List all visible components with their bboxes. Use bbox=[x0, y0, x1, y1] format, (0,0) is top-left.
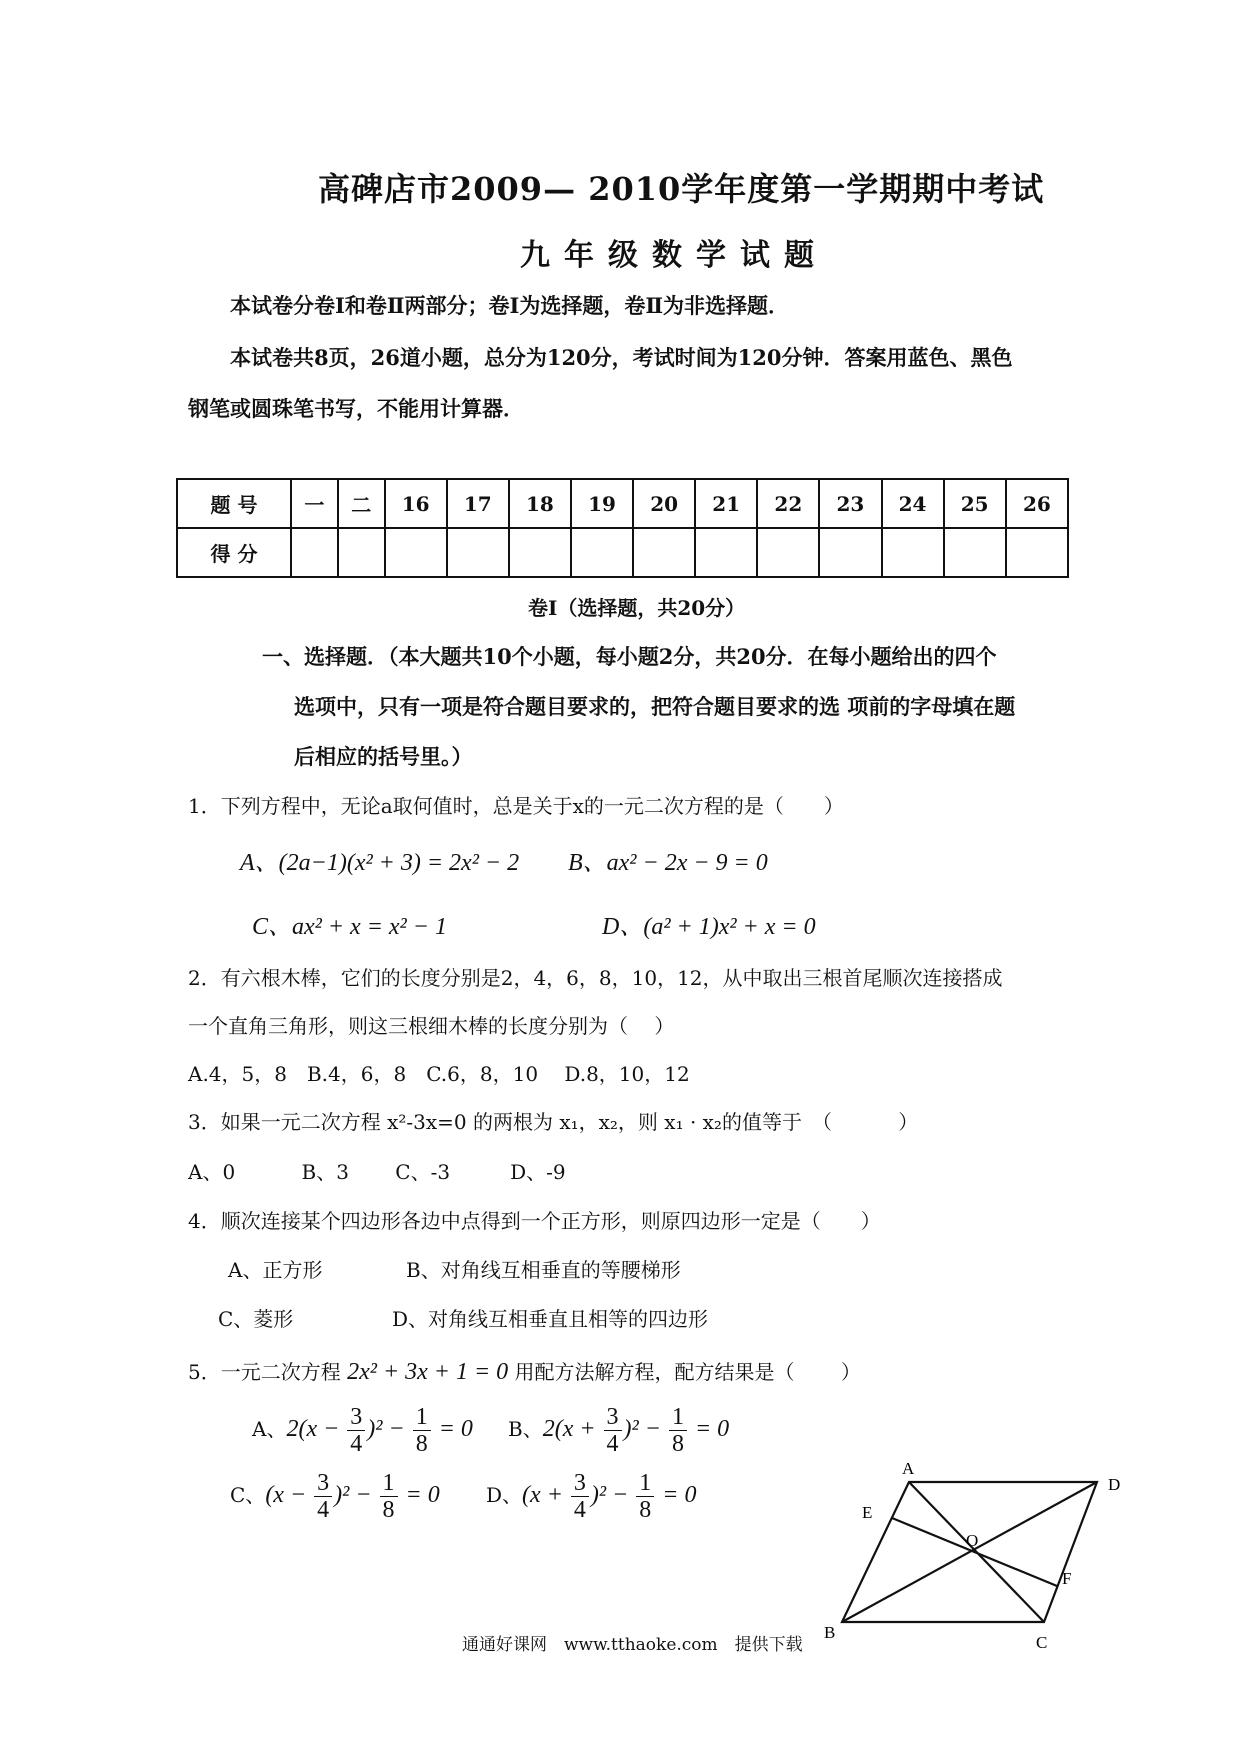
label-b: B bbox=[824, 1623, 836, 1642]
q1-option-c: C、ax² + x = x² − 1 bbox=[252, 914, 447, 940]
score-table bbox=[176, 478, 1069, 578]
score-table-cell: 17 bbox=[447, 479, 509, 528]
label-e: E bbox=[862, 1503, 873, 1522]
score-table-cell: 24 bbox=[882, 479, 944, 528]
q1-stem: 1．下列方程中，无论a取何值时，总是关于x的一元二次方程的是（ ） bbox=[188, 794, 844, 818]
score-table-cell: 22 bbox=[757, 479, 819, 528]
score-input-cell[interactable] bbox=[509, 528, 571, 577]
q1-option-a: A、(2a−1)(x² + 3) = 2x² − 2 bbox=[240, 850, 520, 876]
q2-options: A.4，5，8 B.4，6，8 C.6，8，10 D.8，10，12 bbox=[188, 1062, 690, 1086]
section-instruction-3: 后相应的括号里。） bbox=[294, 744, 473, 769]
score-table-cell: 23 bbox=[819, 479, 881, 528]
q3-options: A、0 B、3 C、-3 D、-9 bbox=[188, 1160, 566, 1184]
section-title: 卷Ⅰ（选择题，共20分） bbox=[528, 596, 746, 620]
q1-option-b: B、ax² − 2x − 9 = 0 bbox=[568, 850, 768, 876]
q3-stem: 3．如果一元二次方程 x²-3x=0 的两根为 x₁，x₂，则 x₁ · x₂的值等于 （ ） bbox=[188, 1110, 919, 1134]
q5-stem-pre: 5．一元二次方程 bbox=[188, 1360, 341, 1384]
score-table-cell: 19 bbox=[571, 479, 633, 528]
footer-source: 通通好课网 www.tthaoke.com 提供下载 bbox=[462, 1635, 803, 1655]
q5-equation: 2x² + 3x + 1 = 0 bbox=[347, 1359, 509, 1385]
score-table-cell: 18 bbox=[509, 479, 571, 528]
q5-option-d-label: D、 bbox=[486, 1483, 523, 1508]
exam-subtitle: 九年级数学试题 bbox=[520, 238, 828, 273]
score-input-cell[interactable] bbox=[291, 528, 338, 577]
score-row-label: 得 分 bbox=[177, 528, 291, 577]
q4-option-b: B、对角线互相垂直的等腰梯形 bbox=[406, 1258, 681, 1282]
intro-line-3: 钢笔或圆珠笔书写，不能用计算器． bbox=[188, 396, 524, 421]
q1-option-d: D、(a² + 1)x² + x = 0 bbox=[602, 914, 816, 940]
segment-ef bbox=[892, 1518, 1057, 1586]
score-input-cell[interactable] bbox=[571, 528, 633, 577]
score-input-cell[interactable] bbox=[819, 528, 881, 577]
score-input-cell[interactable] bbox=[695, 528, 757, 577]
score-table-cell: 25 bbox=[944, 479, 1006, 528]
q5-option-a: A、2(x − $\frac{3}{4}$ )² − $\frac{1}{8}$ = 0 bbox=[252, 1404, 473, 1457]
q5-option-b-label: B、 bbox=[508, 1417, 543, 1442]
exam-title: 高碑店市2009— 2010学年度第一学期期中考试 bbox=[318, 170, 1045, 208]
diagonal-bd bbox=[842, 1482, 1097, 1622]
q5-option-b: B、2(x + $\frac{3}{4}$ )² − $\frac{1}{8}$ = 0 bbox=[508, 1404, 730, 1457]
q5-stem-post: 用配方法解方程，配方结果是（ ） bbox=[514, 1360, 861, 1384]
q4-stem: 4．顺次连接某个四边形各边中点得到一个正方形，则原四边形一定是（ ） bbox=[188, 1209, 881, 1233]
score-table-header-row bbox=[177, 479, 1068, 528]
q2-stem-1: 2．有六根木棒，它们的长度分别是2，4，6，8，10，12，从中取出三根首尾顺次连接搭成 bbox=[188, 966, 1003, 990]
score-table-cell: 一 bbox=[291, 479, 338, 528]
section-instruction-2: 选项中，只有一项是符合题目要求的，把符合题目要求的选 项前的字母填在题 bbox=[294, 694, 1016, 719]
score-input-cell[interactable] bbox=[385, 528, 447, 577]
score-input-cell[interactable] bbox=[757, 528, 819, 577]
parallelogram-figure bbox=[810, 1460, 1130, 1660]
q4-option-d: D、对角线互相垂直且相等的四边形 bbox=[392, 1307, 709, 1331]
intro-line-2: 本试卷共8页，26道小题，总分为120分，考试时间为120分钟．答案用蓝色、黑色 bbox=[230, 345, 1013, 370]
section-instruction-1: 一、选择题．（本大题共10个小题，每小题2分，共20分．在每小题给出的四个 bbox=[262, 644, 997, 669]
score-table-cell: 二 bbox=[338, 479, 385, 528]
q5-option-d: D、(x + $\frac{3}{4}$ )² − $\frac{1}{8}$ = 0 bbox=[486, 1470, 697, 1523]
label-a: A bbox=[902, 1460, 915, 1478]
score-table-cell: 26 bbox=[1006, 479, 1068, 528]
q5-option-a-label: A、 bbox=[252, 1417, 287, 1442]
score-table-cell: 21 bbox=[695, 479, 757, 528]
score-table-score-row bbox=[177, 528, 1068, 577]
score-input-cell[interactable] bbox=[338, 528, 385, 577]
q4-option-a: A、正方形 bbox=[228, 1258, 323, 1282]
score-input-cell[interactable] bbox=[1006, 528, 1068, 577]
label-o: O bbox=[966, 1531, 979, 1550]
score-input-cell[interactable] bbox=[447, 528, 509, 577]
score-table-cell: 题 号 bbox=[177, 479, 291, 528]
score-input-cell[interactable] bbox=[882, 528, 944, 577]
label-f: F bbox=[1062, 1569, 1072, 1588]
label-d: D bbox=[1108, 1475, 1121, 1494]
q5-option-c: C、(x − $\frac{3}{4}$ )² − $\frac{1}{8}$ = 0 bbox=[230, 1470, 440, 1523]
q2-stem-2: 一个直角三角形，则这三根细木棒的长度分别为（ ） bbox=[188, 1014, 675, 1038]
score-table-cell: 16 bbox=[385, 479, 447, 528]
score-input-cell[interactable] bbox=[633, 528, 695, 577]
q5-option-c-label: C、 bbox=[230, 1483, 266, 1508]
score-table-cell: 20 bbox=[633, 479, 695, 528]
label-c: C bbox=[1036, 1633, 1048, 1652]
q5-stem bbox=[188, 1356, 861, 1386]
score-input-cell[interactable] bbox=[944, 528, 1006, 577]
intro-line-1: 本试卷分卷Ⅰ和卷Ⅱ两部分；卷Ⅰ为选择题，卷Ⅱ为非选择题． bbox=[230, 293, 790, 318]
q4-option-c: C、菱形 bbox=[218, 1307, 294, 1331]
